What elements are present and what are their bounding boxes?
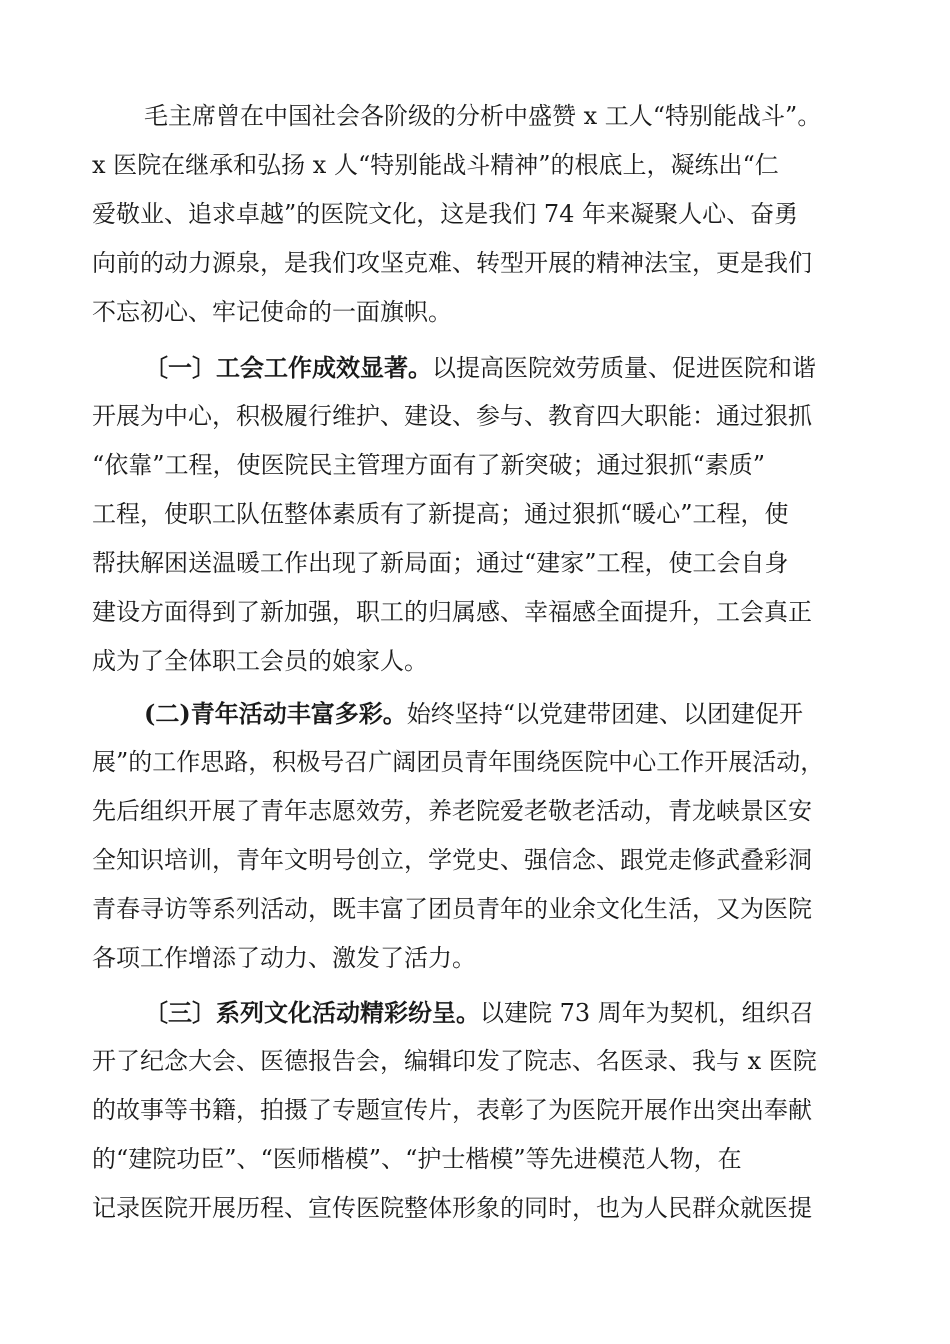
- text-line: 各项工作增添了动力、激发了活力。: [92, 944, 476, 972]
- text-line: 帮扶解困送温暖工作出现了新局面；通过“建家”工程，使工会自身: [92, 549, 789, 577]
- text-line: 开了纪念大会、医德报告会，编辑印发了院志、名医录、我与 x 医院: [92, 1047, 817, 1075]
- text-line: 向前的动力源泉，是我们攻坚克难、转型开展的精神法宝，更是我们: [92, 249, 812, 277]
- paragraph-youth-activities: [92, 689, 882, 983]
- text-segment: 以提高医院效劳质量、促进医院和谐: [432, 354, 816, 382]
- text-line: [92, 689, 882, 738]
- text-line: 工程，使职工队伍整体素质有了新提高；通过狠抓“暖心”工程，使: [92, 500, 789, 528]
- text-line: [92, 343, 882, 392]
- paragraph-intro: [92, 92, 882, 337]
- text-line: 建设方面得到了新加强，职工的归属感、幸福感全面提升，工会真正: [92, 598, 812, 626]
- paragraph-union-work: [92, 343, 882, 686]
- text-line: 记录医院开展历程、宣传医院整体形象的同时，也为人民群众就医提: [92, 1194, 812, 1222]
- text-line: 的故事等书籍，拍摄了专题宣传片，表彰了为医院开展作出突出奉献: [92, 1096, 812, 1124]
- text-line: 毛主席曾在中国社会各阶级的分析中盛赞 x 工人“特别能战斗”。: [144, 102, 822, 130]
- text-line: x 医院在继承和弘扬 x 人“特别能战斗精神”的根底上，凝练出“仁: [92, 151, 779, 179]
- text-line: 不忘初心、牢记使命的一面旗帜。: [92, 298, 452, 326]
- section-heading: 〔三〕系列文化活动精彩纷呈。: [144, 998, 480, 1027]
- text-line: 爱敬业、追求卓越”的医院文化，这是我们 74 年来凝聚人心、奋勇: [92, 200, 799, 228]
- text-line: 开展为中心，积极履行维护、建设、参与、教育四大职能：通过狠抓: [92, 402, 812, 430]
- text-segment: 以建院 73 周年为契机，组织召: [480, 999, 814, 1027]
- text-line: 青春寻访等系列活动，既丰富了团员青年的业余文化生活，又为医院: [92, 895, 812, 923]
- text-line: [92, 988, 882, 1037]
- text-line: “依靠”工程，使医院民主管理方面有了新突破；通过狠抓“素质”: [92, 451, 766, 479]
- text-segment: 始终坚持“以党建带团建、以团建促开: [406, 700, 803, 728]
- paragraph-cultural-activities: [92, 988, 882, 1233]
- section-heading: (二)青年活动丰富多彩。: [144, 699, 407, 728]
- text-line: 先后组织开展了青年志愿效劳，养老院爱老敬老活动，青龙峡景区安: [92, 797, 812, 825]
- text-line: 的“建院功臣”、“医师楷模”、“护士楷模”等先进模范人物，在: [92, 1145, 742, 1173]
- section-heading: 〔一〕工会工作成效显著。: [144, 353, 432, 382]
- text-line: 全知识培训，青年文明号创立，学党史、强信念、跟党走修武叠彩洞: [92, 846, 812, 874]
- text-line: 成为了全体职工会员的娘家人。: [92, 647, 428, 675]
- text-line: 展”的工作思路，积极号召广阔团员青年围绕医院中心工作开展活动，: [92, 748, 825, 776]
